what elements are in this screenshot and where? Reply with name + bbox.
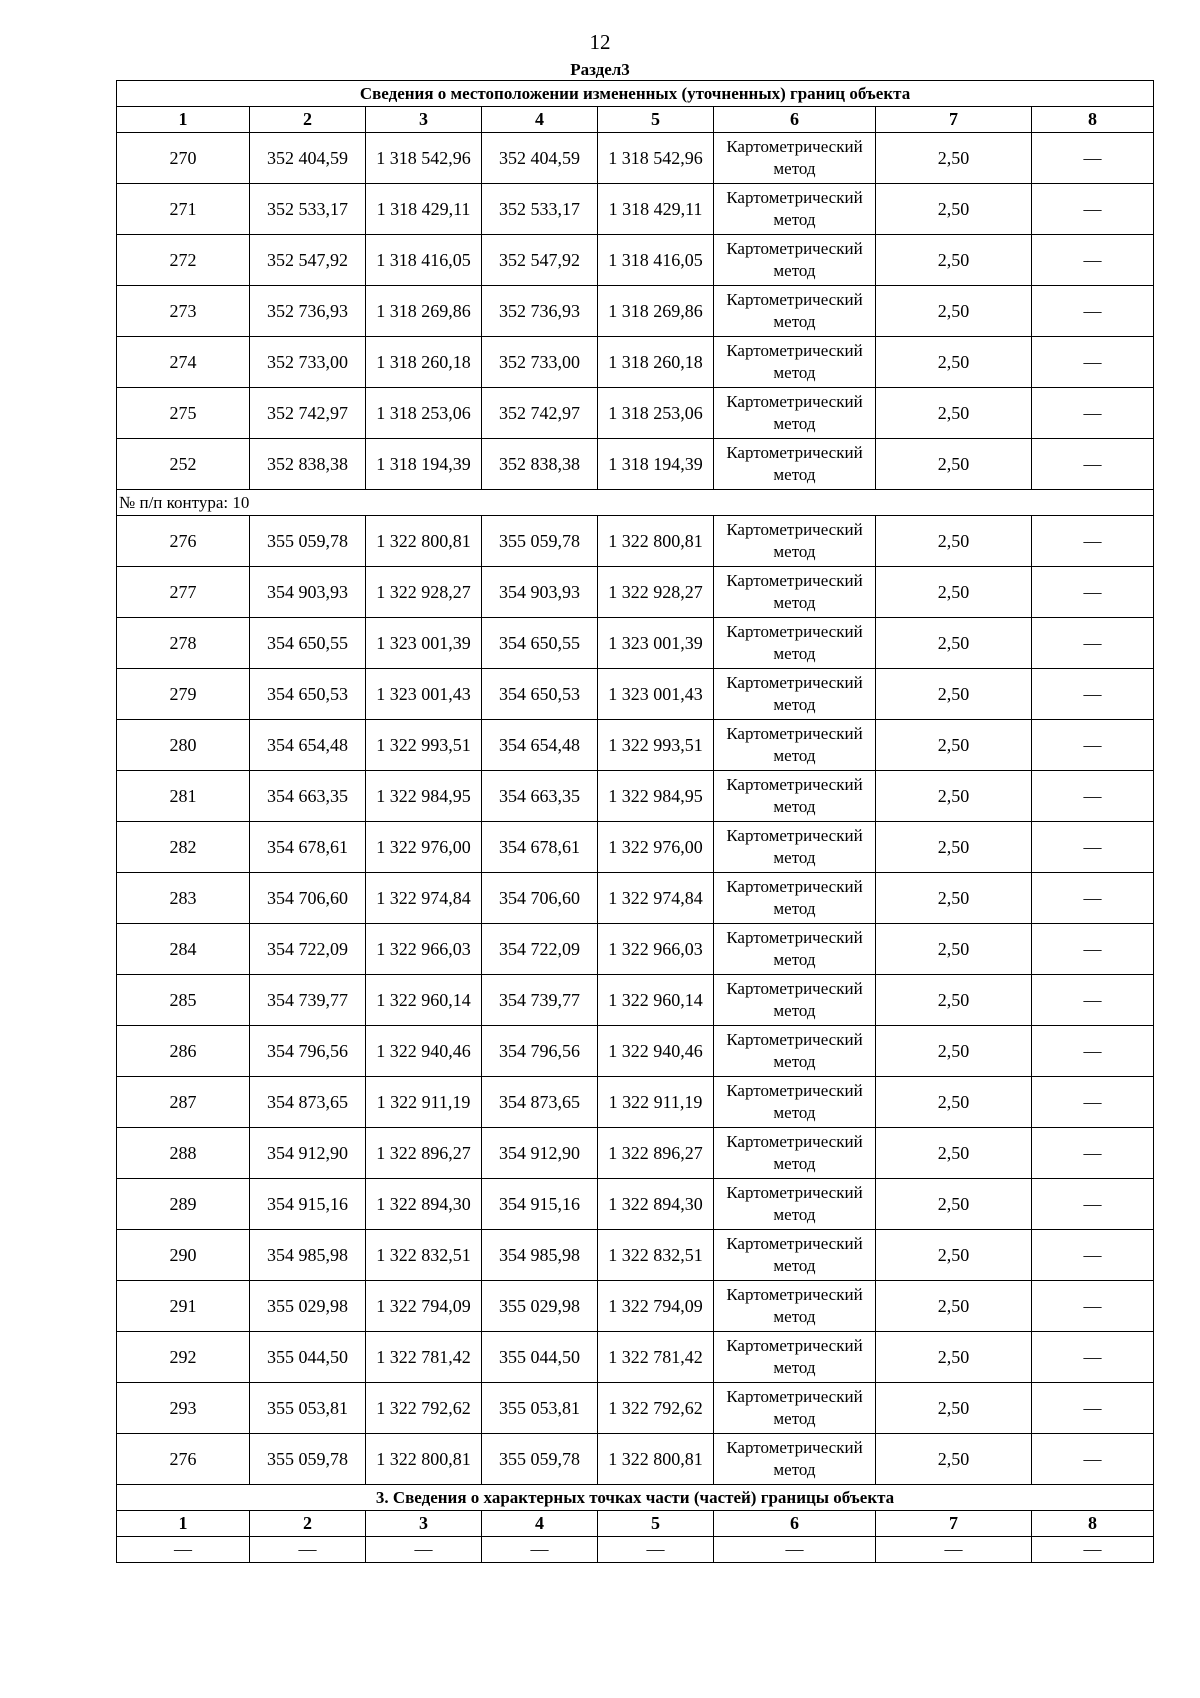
cell-c6: Картометрический метод [714,286,876,337]
cell-c4: 355 059,78 [482,516,598,567]
cell-c8: — [1032,822,1154,873]
empty-cell: — [598,1537,714,1563]
cell-c1: 279 [117,669,250,720]
cell-c5: 1 322 781,42 [598,1332,714,1383]
cell-c8: — [1032,771,1154,822]
cell-c2: 354 912,90 [250,1128,366,1179]
cell-c2: 354 722,09 [250,924,366,975]
cell-c1: 278 [117,618,250,669]
cell-c2: 354 739,77 [250,975,366,1026]
cell-c2: 354 650,55 [250,618,366,669]
table-row [117,337,1154,388]
cell-c5: 1 322 928,27 [598,567,714,618]
table-row [117,1332,1154,1383]
cell-c6: Картометрический метод [714,771,876,822]
cell-c3: 1 318 542,96 [366,133,482,184]
cell-c2: 355 059,78 [250,516,366,567]
cell-c4: 354 912,90 [482,1128,598,1179]
table-row [117,1026,1154,1077]
empty-cell: — [1032,1537,1154,1563]
table-row [117,924,1154,975]
cell-c3: 1 322 911,19 [366,1077,482,1128]
cell-c2: 352 533,17 [250,184,366,235]
cell-c2: 355 044,50 [250,1332,366,1383]
cell-c5: 1 318 542,96 [598,133,714,184]
column-header-2: 2 [250,107,366,133]
cell-c5: 1 322 794,09 [598,1281,714,1332]
cell-c1: 252 [117,439,250,490]
cell-c6: Картометрический метод [714,184,876,235]
cell-c8: — [1032,873,1154,924]
cell-c8: — [1032,618,1154,669]
cell-c1: 280 [117,720,250,771]
cell-c3: 1 318 269,86 [366,286,482,337]
cell-c8: — [1032,235,1154,286]
cell-c4: 352 533,17 [482,184,598,235]
column-header-8: 8 [1032,1511,1154,1537]
column-header-1: 1 [117,1511,250,1537]
cell-c6: Картометрический метод [714,1128,876,1179]
cell-c2: 354 985,98 [250,1230,366,1281]
cell-c1: 283 [117,873,250,924]
cell-c7: 2,50 [876,567,1032,618]
cell-c5: 1 322 800,81 [598,516,714,567]
column-header-6: 6 [714,107,876,133]
section3-title: 3. Сведения о характерных точках части (частей) границы объекта [117,1485,1154,1511]
cell-c1: 292 [117,1332,250,1383]
table-row [117,669,1154,720]
table-row [117,618,1154,669]
cell-c4: 354 706,60 [482,873,598,924]
cell-c7: 2,50 [876,822,1032,873]
cell-c5: 1 322 832,51 [598,1230,714,1281]
cell-c4: 354 739,77 [482,975,598,1026]
table-row [117,1179,1154,1230]
table-row [117,1230,1154,1281]
column-header-7: 7 [876,107,1032,133]
table-row [117,133,1154,184]
cell-c3: 1 322 794,09 [366,1281,482,1332]
cell-c2: 354 873,65 [250,1077,366,1128]
cell-c4: 354 873,65 [482,1077,598,1128]
cell-c6: Картометрический метод [714,924,876,975]
cell-c8: — [1032,286,1154,337]
cell-c5: 1 322 896,27 [598,1128,714,1179]
empty-cell: — [714,1537,876,1563]
table-row [117,439,1154,490]
cell-c5: 1 322 976,00 [598,822,714,873]
cell-c6: Картометрический метод [714,133,876,184]
cell-c3: 1 322 974,84 [366,873,482,924]
cell-c4: 354 903,93 [482,567,598,618]
cell-c8: — [1032,567,1154,618]
table-row [117,1281,1154,1332]
cell-c3: 1 322 960,14 [366,975,482,1026]
cell-c4: 355 044,50 [482,1332,598,1383]
cell-c8: — [1032,1128,1154,1179]
cell-c2: 354 796,56 [250,1026,366,1077]
cell-c6: Картометрический метод [714,873,876,924]
cell-c8: — [1032,1332,1154,1383]
cell-c4: 355 053,81 [482,1383,598,1434]
table-row [117,1077,1154,1128]
table-row [117,516,1154,567]
cell-c5: 1 323 001,43 [598,669,714,720]
table-title-row [117,81,1154,107]
cell-c3: 1 322 940,46 [366,1026,482,1077]
cell-c7: 2,50 [876,1026,1032,1077]
cell-c2: 352 404,59 [250,133,366,184]
cell-c4: 354 796,56 [482,1026,598,1077]
column-header-2: 2 [250,1511,366,1537]
cell-c7: 2,50 [876,286,1032,337]
page-number: 12 [589,30,611,54]
cell-c3: 1 318 253,06 [366,388,482,439]
cell-c1: 270 [117,133,250,184]
cell-c5: 1 318 269,86 [598,286,714,337]
cell-c5: 1 322 940,46 [598,1026,714,1077]
cell-c1: 287 [117,1077,250,1128]
table-title: Сведения о местоположении измененных (уточненных) границ объекта [117,81,1154,107]
table-row [117,567,1154,618]
cell-c3: 1 322 800,81 [366,516,482,567]
cell-c7: 2,50 [876,771,1032,822]
cell-c6: Картометрический метод [714,235,876,286]
cell-c8: — [1032,337,1154,388]
table-row [117,388,1154,439]
cell-c1: 276 [117,1434,250,1485]
cell-c5: 1 318 260,18 [598,337,714,388]
cell-c6: Картометрический метод [714,669,876,720]
cell-c8: — [1032,1281,1154,1332]
cell-c2: 352 736,93 [250,286,366,337]
cell-c6: Картометрический метод [714,618,876,669]
cell-c1: 272 [117,235,250,286]
cell-c4: 355 029,98 [482,1281,598,1332]
cell-c2: 354 650,53 [250,669,366,720]
column-header-3: 3 [366,107,482,133]
cell-c6: Картометрический метод [714,1179,876,1230]
cell-c6: Картометрический метод [714,516,876,567]
table-row [117,286,1154,337]
boundary-table [116,80,1154,1563]
cell-c4: 352 736,93 [482,286,598,337]
column-header-4: 4 [482,1511,598,1537]
cell-c8: — [1032,133,1154,184]
cell-c3: 1 322 894,30 [366,1179,482,1230]
cell-c8: — [1032,669,1154,720]
cell-c7: 2,50 [876,618,1032,669]
cell-c5: 1 318 416,05 [598,235,714,286]
column-header-7: 7 [876,1511,1032,1537]
cell-c3: 1 322 984,95 [366,771,482,822]
table-row [117,771,1154,822]
cell-c7: 2,50 [876,184,1032,235]
cell-c3: 1 322 800,81 [366,1434,482,1485]
cell-c2: 352 742,97 [250,388,366,439]
cell-c3: 1 318 260,18 [366,337,482,388]
cell-c5: 1 322 974,84 [598,873,714,924]
section-title: Раздел3 [570,60,630,79]
cell-c7: 2,50 [876,720,1032,771]
cell-c5: 1 323 001,39 [598,618,714,669]
cell-c3: 1 322 976,00 [366,822,482,873]
table-row [117,720,1154,771]
cell-c4: 354 654,48 [482,720,598,771]
empty-cell: — [482,1537,598,1563]
cell-c4: 352 404,59 [482,133,598,184]
cell-c1: 288 [117,1128,250,1179]
empty-cell: — [250,1537,366,1563]
cell-c6: Картометрический метод [714,567,876,618]
cell-c3: 1 322 792,62 [366,1383,482,1434]
cell-c2: 354 654,48 [250,720,366,771]
column-header-5: 5 [598,1511,714,1537]
cell-c8: — [1032,1077,1154,1128]
cell-c1: 274 [117,337,250,388]
cell-c5: 1 322 894,30 [598,1179,714,1230]
cell-c5: 1 322 993,51 [598,720,714,771]
cell-c5: 1 318 429,11 [598,184,714,235]
cell-c7: 2,50 [876,975,1032,1026]
cell-c4: 354 650,55 [482,618,598,669]
cell-c5: 1 322 911,19 [598,1077,714,1128]
table-row [117,822,1154,873]
cell-c7: 2,50 [876,1434,1032,1485]
cell-c1: 271 [117,184,250,235]
table-row [117,1128,1154,1179]
cell-c6: Картометрический метод [714,388,876,439]
section2-header-row [117,107,1154,133]
cell-c7: 2,50 [876,133,1032,184]
table-row [117,1434,1154,1485]
cell-c6: Картометрический метод [714,975,876,1026]
cell-c2: 355 059,78 [250,1434,366,1485]
column-header-4: 4 [482,107,598,133]
cell-c3: 1 323 001,43 [366,669,482,720]
cell-c5: 1 318 253,06 [598,388,714,439]
cell-c2: 354 915,16 [250,1179,366,1230]
cell-c2: 352 733,00 [250,337,366,388]
cell-c8: — [1032,1026,1154,1077]
cell-c7: 2,50 [876,439,1032,490]
cell-c5: 1 322 800,81 [598,1434,714,1485]
cell-c6: Картометрический метод [714,822,876,873]
cell-c8: — [1032,924,1154,975]
cell-c4: 354 722,09 [482,924,598,975]
cell-c4: 352 547,92 [482,235,598,286]
cell-c8: — [1032,720,1154,771]
cell-c7: 2,50 [876,1383,1032,1434]
cell-c8: — [1032,439,1154,490]
cell-c5: 1 322 966,03 [598,924,714,975]
cell-c7: 2,50 [876,1230,1032,1281]
cell-c2: 352 547,92 [250,235,366,286]
cell-c6: Картометрический метод [714,1383,876,1434]
cell-c6: Картометрический метод [714,1026,876,1077]
column-header-3: 3 [366,1511,482,1537]
contour-label: № п/п контура: 10 [117,490,1154,516]
cell-c5: 1 322 960,14 [598,975,714,1026]
cell-c3: 1 322 966,03 [366,924,482,975]
cell-c5: 1 322 792,62 [598,1383,714,1434]
contour-row [117,490,1154,516]
cell-c4: 354 915,16 [482,1179,598,1230]
cell-c6: Картометрический метод [714,1077,876,1128]
cell-c8: — [1032,1434,1154,1485]
cell-c6: Картометрический метод [714,439,876,490]
cell-c7: 2,50 [876,1077,1032,1128]
cell-c4: 354 663,35 [482,771,598,822]
cell-c1: 286 [117,1026,250,1077]
table-row [117,184,1154,235]
table-row [117,873,1154,924]
cell-c3: 1 322 832,51 [366,1230,482,1281]
cell-c6: Картометрический метод [714,1332,876,1383]
cell-c8: — [1032,1179,1154,1230]
cell-c2: 354 678,61 [250,822,366,873]
table-row [117,975,1154,1026]
cell-c2: 354 663,35 [250,771,366,822]
cell-c1: 290 [117,1230,250,1281]
empty-cell: — [366,1537,482,1563]
cell-c4: 352 838,38 [482,439,598,490]
cell-c4: 352 742,97 [482,388,598,439]
cell-c8: — [1032,1383,1154,1434]
cell-c7: 2,50 [876,516,1032,567]
cell-c8: — [1032,516,1154,567]
section3-title-row [117,1485,1154,1511]
cell-c7: 2,50 [876,337,1032,388]
cell-c4: 354 678,61 [482,822,598,873]
cell-c1: 281 [117,771,250,822]
cell-c5: 1 318 194,39 [598,439,714,490]
empty-cell: — [117,1537,250,1563]
cell-c4: 352 733,00 [482,337,598,388]
cell-c2: 354 903,93 [250,567,366,618]
cell-c2: 352 838,38 [250,439,366,490]
empty-cell: — [876,1537,1032,1563]
cell-c1: 285 [117,975,250,1026]
cell-c2: 355 053,81 [250,1383,366,1434]
cell-c1: 293 [117,1383,250,1434]
cell-c7: 2,50 [876,1281,1032,1332]
cell-c1: 284 [117,924,250,975]
cell-c7: 2,50 [876,235,1032,286]
cell-c7: 2,50 [876,669,1032,720]
cell-c3: 1 318 429,11 [366,184,482,235]
cell-c4: 355 059,78 [482,1434,598,1485]
cell-c8: — [1032,1230,1154,1281]
cell-c1: 276 [117,516,250,567]
cell-c5: 1 322 984,95 [598,771,714,822]
cell-c1: 277 [117,567,250,618]
cell-c7: 2,50 [876,924,1032,975]
cell-c2: 355 029,98 [250,1281,366,1332]
table-row [117,235,1154,286]
cell-c1: 291 [117,1281,250,1332]
cell-c3: 1 322 928,27 [366,567,482,618]
cell-c6: Картометрический метод [714,1281,876,1332]
cell-c4: 354 650,53 [482,669,598,720]
column-header-6: 6 [714,1511,876,1537]
cell-c2: 354 706,60 [250,873,366,924]
cell-c7: 2,50 [876,1179,1032,1230]
cell-c8: — [1032,388,1154,439]
cell-c3: 1 322 781,42 [366,1332,482,1383]
column-header-5: 5 [598,107,714,133]
cell-c7: 2,50 [876,1128,1032,1179]
cell-c1: 289 [117,1179,250,1230]
cell-c3: 1 318 194,39 [366,439,482,490]
section3-empty-row [117,1537,1154,1563]
cell-c6: Картометрический метод [714,337,876,388]
cell-c6: Картометрический метод [714,720,876,771]
cell-c1: 282 [117,822,250,873]
cell-c7: 2,50 [876,388,1032,439]
section3-header-row [117,1511,1154,1537]
cell-c6: Картометрический метод [714,1230,876,1281]
column-header-1: 1 [117,107,250,133]
table-row [117,1383,1154,1434]
cell-c3: 1 318 416,05 [366,235,482,286]
cell-c7: 2,50 [876,873,1032,924]
column-header-8: 8 [1032,107,1154,133]
cell-c7: 2,50 [876,1332,1032,1383]
cell-c4: 354 985,98 [482,1230,598,1281]
cell-c8: — [1032,975,1154,1026]
cell-c3: 1 323 001,39 [366,618,482,669]
cell-c1: 273 [117,286,250,337]
cell-c3: 1 322 993,51 [366,720,482,771]
cell-c8: — [1032,184,1154,235]
cell-c3: 1 322 896,27 [366,1128,482,1179]
cell-c6: Картометрический метод [714,1434,876,1485]
cell-c1: 275 [117,388,250,439]
